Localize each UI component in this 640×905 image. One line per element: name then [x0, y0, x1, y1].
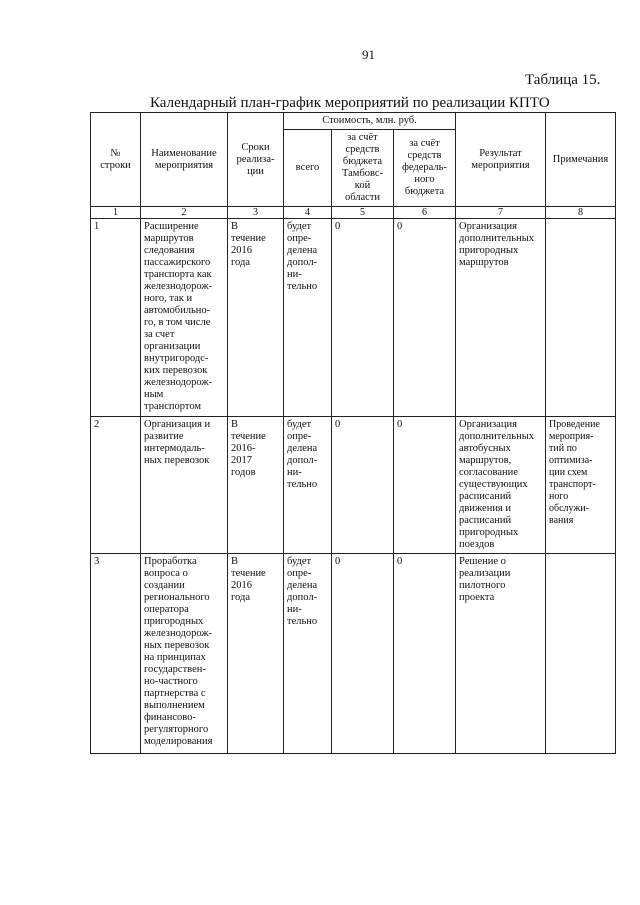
- header-total: всего: [284, 130, 332, 207]
- column-number: 6: [394, 207, 456, 219]
- column-number: 5: [332, 207, 394, 219]
- header-row: [91, 113, 616, 130]
- event-terms: В течение 2016 года: [228, 554, 284, 754]
- column-number: 4: [284, 207, 332, 219]
- header-name: Наименование мероприятия: [141, 113, 228, 207]
- event-name: Расширение маршрутов следования пассажирского транспорта как железнодорож- ного, так и автомобильно- го, в том числе за счет организации внутригородс- ких перевозок железнодорож- ным транспортом: [141, 219, 228, 417]
- event-result: Решение о реализации пилотного проекта: [456, 554, 546, 754]
- column-number: 1: [91, 207, 141, 219]
- table-caption: Таблица 15.: [525, 72, 601, 88]
- column-number: 2: [141, 207, 228, 219]
- header-federal: за счёт средств федераль- ного бюджета: [394, 130, 456, 207]
- header-row-no: № строки: [91, 113, 141, 207]
- header-terms: Сроки реализа- ции: [228, 113, 284, 207]
- page-number: 91: [362, 47, 375, 62]
- header-notes: Примечания: [546, 113, 616, 207]
- cost-total: будет опре- делена допол- ни- тельно: [284, 554, 332, 754]
- event-notes: [546, 219, 616, 417]
- header-cost-group: Стоимость, млн. руб.: [284, 113, 456, 130]
- event-name: Проработка вопроса о создании регионального оператора пригородных железнодорож- ных перевозок на принципах государствен- но-частного партнерства с выполнением финансово- регуляторного моделирования: [141, 554, 228, 754]
- column-number: 8: [546, 207, 616, 219]
- cost-regional: 0: [332, 554, 394, 754]
- table-row: [91, 417, 616, 554]
- row-number: 2: [91, 417, 141, 554]
- cost-federal: 0: [394, 554, 456, 754]
- document-title: Календарный план-график мероприятий по реализации КПТО: [150, 95, 550, 111]
- event-result: Организация дополнительных автобусных маршрутов, согласование существующих расписаний движения и расписаний пригородных поездов: [456, 417, 546, 554]
- cost-regional: 0: [332, 417, 394, 554]
- event-notes: [546, 554, 616, 754]
- column-number: 7: [456, 207, 546, 219]
- cost-regional: 0: [332, 219, 394, 417]
- row-number: 1: [91, 219, 141, 417]
- event-notes: Проведение мероприя- тий по оптимиза- ции схем транспорт- ного обслужи- вания: [546, 417, 616, 554]
- column-number-row: [91, 207, 616, 219]
- table-row: [91, 554, 616, 754]
- header-regional: за счёт средств бюджета Тамбовс- кой области: [332, 130, 394, 207]
- event-terms: В течение 2016- 2017 годов: [228, 417, 284, 554]
- event-result: Организация дополнительных пригородных маршрутов: [456, 219, 546, 417]
- header-result: Результат мероприятия: [456, 113, 546, 207]
- event-terms: В течение 2016 года: [228, 219, 284, 417]
- cost-total: будет опре- делена допол- ни- тельно: [284, 417, 332, 554]
- row-number: 3: [91, 554, 141, 754]
- event-name: Организация и развитие интермодаль- ных перевозок: [141, 417, 228, 554]
- schedule-table: [90, 112, 616, 754]
- cost-federal: 0: [394, 219, 456, 417]
- column-number: 3: [228, 207, 284, 219]
- cost-federal: 0: [394, 417, 456, 554]
- cost-total: будет опре- делена допол- ни- тельно: [284, 219, 332, 417]
- table-row: [91, 219, 616, 417]
